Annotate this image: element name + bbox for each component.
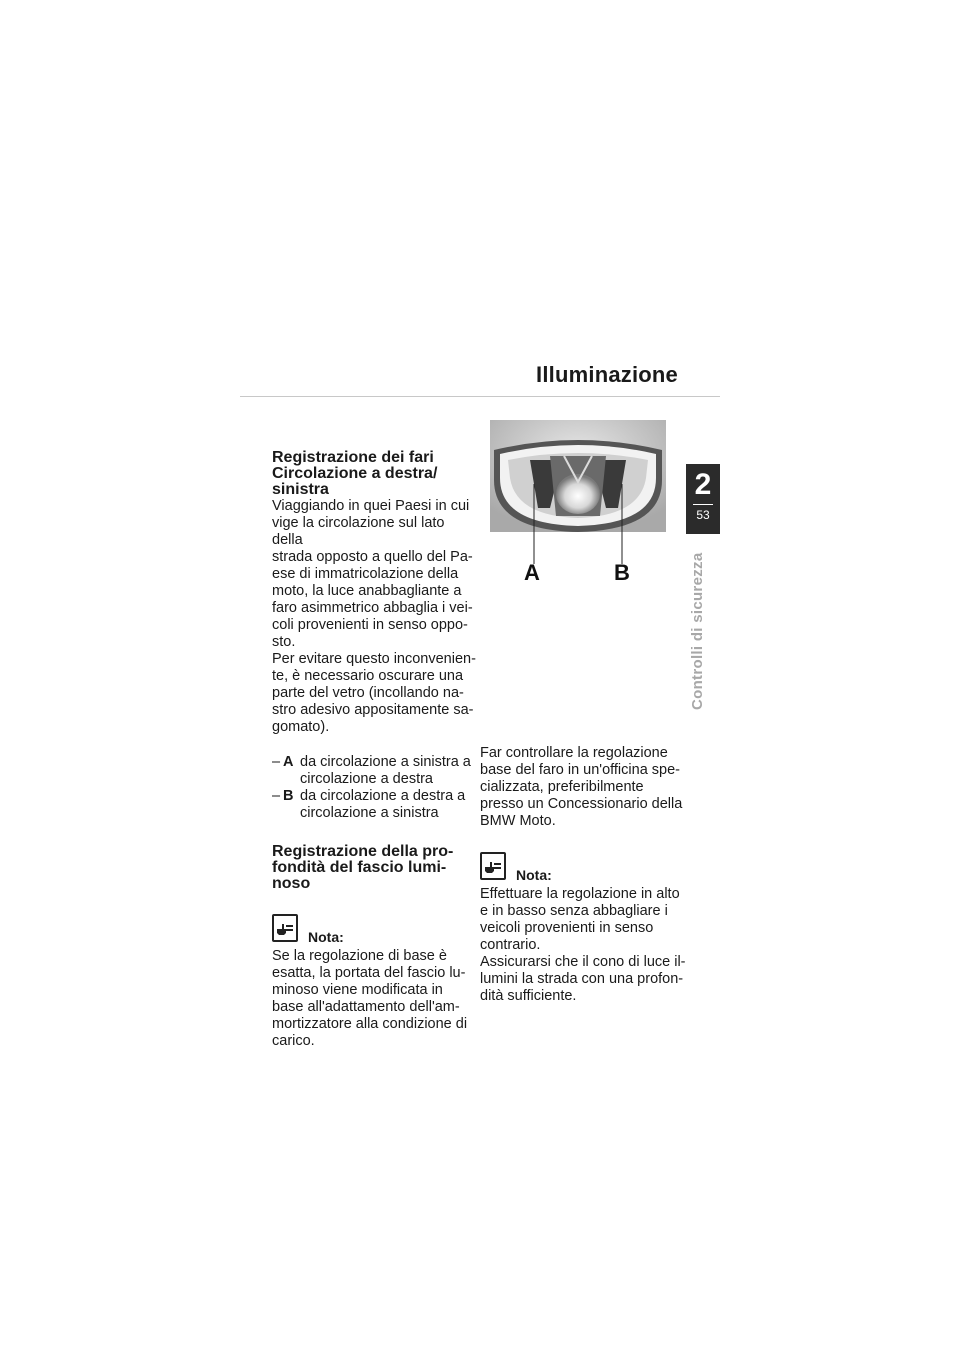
note-header <box>480 852 690 883</box>
chapter-tab <box>686 464 720 534</box>
note-header <box>272 914 477 945</box>
chapter-number: 2 <box>694 468 712 501</box>
note-hand-icon <box>480 852 506 880</box>
paragraph-traffic-side: Viaggiando in quei Paesi in cui vige la circolazione sul lato della strada opposto a quello del Pa- ese di immatricolazione della moto, la luce anabbagliante a faro asimmetrico abbaglia i vei- coli provenienti in senso oppo- sto. <box>272 498 473 650</box>
note-label: Nota: <box>308 929 344 945</box>
header-rule <box>240 396 720 397</box>
left-column <box>272 450 477 1050</box>
figure-label-b: B <box>614 560 630 585</box>
page-number: 53 <box>696 508 710 522</box>
note-text: Se la regolazione di base è esatta, la portata del fascio lu- minoso viene modificata in base all'adattamento dell'am- mortizzatore alla condizione di carico. <box>272 948 468 1049</box>
list-item: – B da circolazione a destra a circolazione a sinistra <box>272 788 466 821</box>
right-column <box>480 745 690 1005</box>
heading-beam-depth: Registrazione della pro- fondità del fascio lumi- noso <box>272 843 454 892</box>
list-item: – A da circolazione a sinistra a circolazione a destra <box>272 754 471 787</box>
note-label: Nota: <box>516 867 552 883</box>
chapter-divider <box>693 504 713 505</box>
heading-headlight-adjustment: Registrazione dei fari Circolazione a destra/ sinistra <box>272 449 438 498</box>
section-side-label: Controlli di sicurezza <box>689 552 706 710</box>
paragraph-tape: Per evitare questo inconvenien- te, è necessario oscurare una parte del vetro (incollando na- stro adesivo appositamente sa- gomato). <box>272 651 476 735</box>
headlight-figure <box>490 420 666 590</box>
legend-list <box>272 754 477 822</box>
note-text: Effettuare la regolazione in alto e in basso senza abbagliare i veicoli provenienti in senso contrario. Assicurarsi che il cono di luce il- lumini la strada con una profon- dità sufficiente. <box>480 886 686 1004</box>
figure-label-a: A <box>524 560 540 585</box>
page-title: Illuminazione <box>536 362 678 387</box>
note-hand-icon <box>272 914 298 942</box>
paragraph-dealer-check: Far controllare la regolazione base del faro in un'officina spe- cializzata, preferibilmente presso un Concessionario della BMW Moto. <box>480 745 683 829</box>
